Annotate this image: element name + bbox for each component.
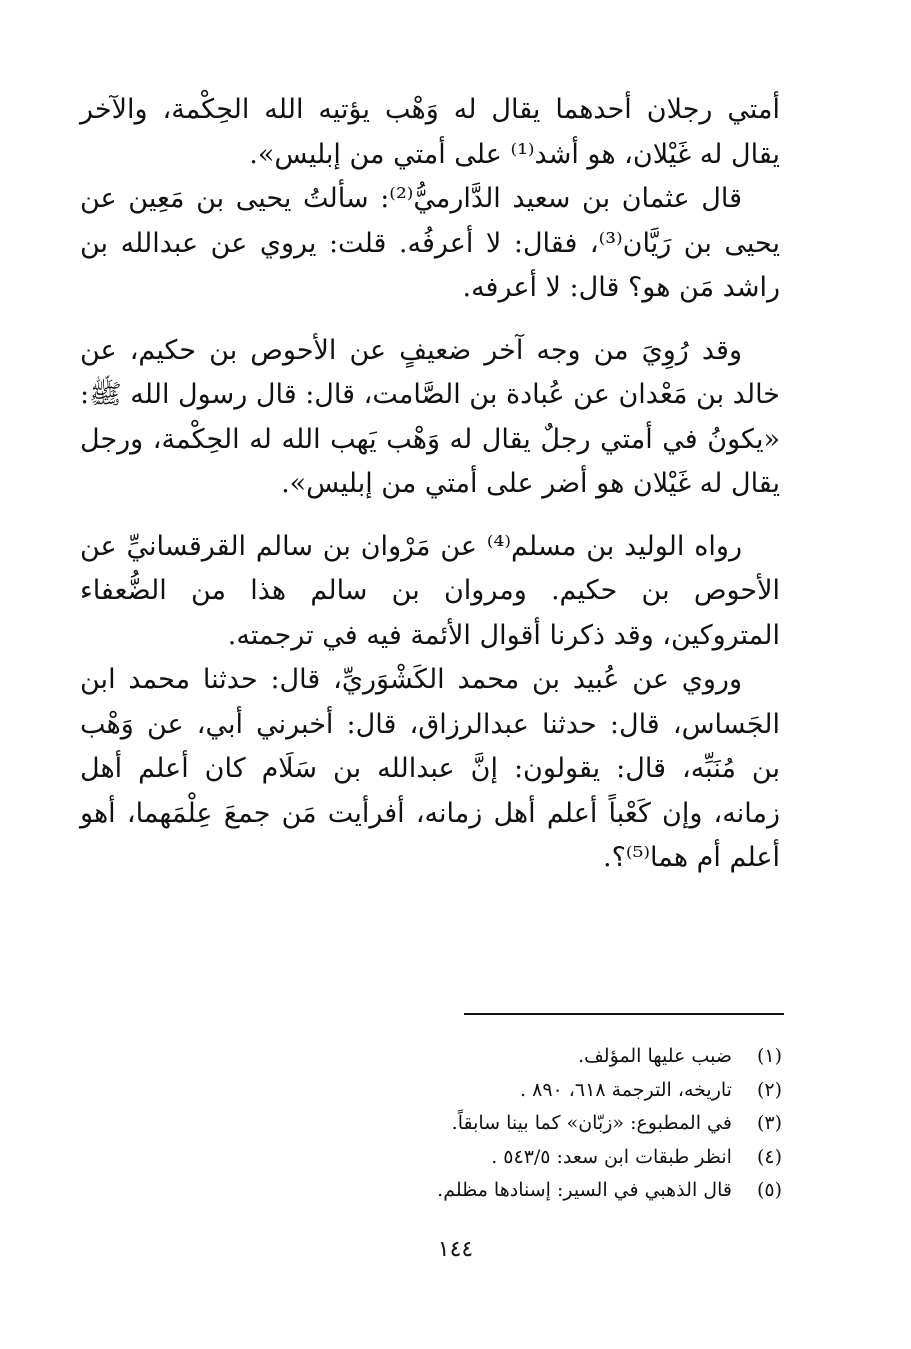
footnote-text: انظر طبقات ابن سعد: ٥٤٣/٥ .	[491, 1145, 732, 1168]
paragraph-2: قال عثمان بن سعيد الدَّارميُّ⁽²⁾: سألتُ يحيى بن مَعِين عن يحيى بن رَيَّان⁽³⁾، فقال: لا أعرفُه. قلت: يروي عن عبدالله بن راشد مَن هو؟ قال: لا أعرفه.	[80, 183, 780, 303]
footnote-1	[420, 1040, 782, 1074]
main-text	[80, 88, 780, 881]
footnote-4	[420, 1141, 782, 1175]
page-number: ١٤٤	[437, 1237, 474, 1262]
footnote-3	[420, 1107, 782, 1141]
footnote-number: (٢)	[756, 1078, 782, 1101]
paragraph-5: وروي عن عُبيد بن محمد الكَشْوَريِّ، قال: حدثنا محمد ابن الجَساس، قال: حدثنا عبدالرزاق، قال: أخبرني أبي، عن وَهْب بن مُنَبِّه، قال: يقولون: إنَّ عبدالله بن سَلَام كان أعلم أهل زمانه، وإن كَعْباً أعلم أهل زمانه، أفرأيت مَن جمعَ عِلْمَهما، أهو أعلم أم هما⁽⁵⁾؟.	[80, 664, 780, 873]
footnote-text: في المطبوع: «زبّان» كما بينا سابقاً.	[451, 1112, 732, 1134]
footnote-text: تاريخه، الترجمة ٦١٨، ٨٩٠ .	[520, 1078, 732, 1101]
footnote-divider	[464, 1013, 784, 1015]
footnote-number: (١)	[756, 1045, 782, 1067]
footnote-text: ضبب عليها المؤلف.	[578, 1045, 732, 1067]
footnote-number: (٤)	[756, 1145, 782, 1168]
footnote-5	[420, 1174, 782, 1208]
footnotes	[420, 1040, 782, 1208]
paragraph-1: أمتي رجلان أحدهما يقال له وَهْب يؤتيه الله الحِكْمة، والآخر يقال له غَيْلان، هو أشد⁽¹⁾ على أمتي من إبليس».	[80, 94, 780, 170]
footnote-2	[420, 1074, 782, 1108]
paragraph-4: رواه الوليد بن مسلم⁽⁴⁾ عن مَرْوان بن سالم القرقسانيِّ عن الأحوص بن حكيم. ومروان بن سالم هذا من الضُّعفاء المتروكين، وقد ذكرنا أقوال الأئمة فيه في ترجمته.	[80, 530, 780, 651]
footnote-number: (٥)	[756, 1179, 782, 1201]
footnote-number: (٣)	[756, 1112, 782, 1134]
paragraph-3: وقد رُوِيَ من وجه آخر ضعيفٍ عن الأحوص بن حكيم، عن خالد بن مَعْدان عن عُبادة بن الصَّامت، قال: قال رسول الله ﷺ: «يكونُ في أمتي رجلٌ يقال له وَهْب يَهب الله له الحِكْمة، ورجل يقال له غَيْلان هو أضر على أمتي من إبليس».	[80, 334, 780, 499]
footnote-text: قال الذهبي في السير: إسنادها مظلم.	[437, 1179, 732, 1201]
